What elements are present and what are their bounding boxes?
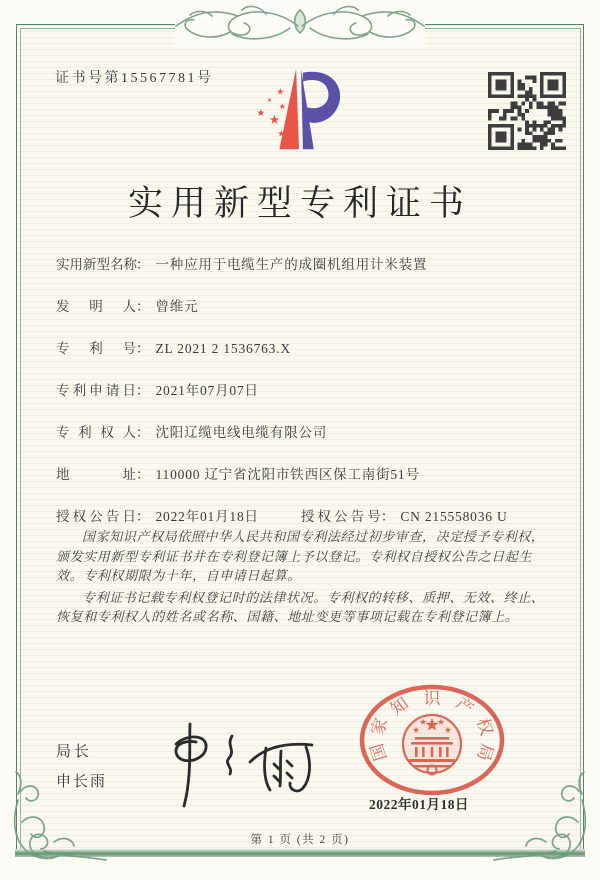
national-emblem <box>403 715 461 775</box>
director-title: 局长 <box>56 744 93 760</box>
field-row-patentee <box>56 424 561 441</box>
field-value: 沈阳辽缆电线电缆有限公司 <box>155 425 328 440</box>
field-label: 地址 <box>56 467 136 482</box>
svg-text:国: 国 <box>367 741 391 764</box>
svg-text:★: ★ <box>266 98 273 105</box>
legal-paragraph-2: 专利证书记载专利权登记时的法律状况。专利权的转移、质押、无效、终止、恢复和专利权人的姓名或名称、国籍、地址变更等事项记载在专利登记簿上。 <box>56 589 545 624</box>
director-name: 申长雨 <box>56 774 108 790</box>
legal-text <box>56 527 550 629</box>
svg-text:产: 产 <box>451 693 477 719</box>
field-row-filing-date <box>56 382 561 399</box>
field-label: 授权公告日 <box>56 509 136 524</box>
certificate-number: 证书号第15567781号 <box>55 71 214 86</box>
official-seal <box>352 682 512 804</box>
field-colon: ： <box>136 509 150 524</box>
logo-stars <box>256 87 286 139</box>
field-colon: ： <box>136 425 150 440</box>
svg-text:★: ★ <box>276 87 285 98</box>
svg-text:★: ★ <box>268 112 281 128</box>
field-row-patent-number <box>56 340 561 357</box>
handwritten-signature <box>146 718 328 810</box>
field-value: 2022年01月18日 <box>155 509 259 524</box>
svg-text:识: 识 <box>423 689 441 708</box>
field-value: ZL 2021 2 1536763.X <box>155 341 291 356</box>
field-value: 一种应用于电缆生产的成圈机组用计米装置 <box>155 257 428 272</box>
field-colon: ： <box>136 383 150 398</box>
svg-text:知: 知 <box>387 693 413 719</box>
field-label: 专利号 <box>56 341 136 356</box>
cnipa-logo-icon <box>246 62 354 162</box>
field-row-address <box>56 466 561 483</box>
svg-text:权: 权 <box>472 715 497 738</box>
field-label: 授权公告号 <box>300 509 381 524</box>
qr-code <box>488 72 566 150</box>
field-label: 专利申请日 <box>56 383 136 398</box>
top-flourish-ornament <box>175 2 425 48</box>
field-list <box>56 256 561 550</box>
top-flourish-icon <box>175 2 425 48</box>
field-row-inventor <box>56 298 561 315</box>
seal-date: 2022年01月18日 <box>369 797 469 812</box>
field-colon: ： <box>136 299 150 314</box>
field-value: CN 215558036 U <box>400 509 508 524</box>
field-value: 2021年07月07日 <box>155 383 259 398</box>
field-label: 专利权人 <box>56 425 136 440</box>
svg-text:★: ★ <box>277 129 286 140</box>
field-row-name <box>56 256 561 273</box>
field-row-grant <box>56 508 561 525</box>
field-value: 曾维元 <box>155 299 199 314</box>
grant-number-group <box>301 508 508 525</box>
field-label: 实用新型名称 <box>56 257 137 272</box>
field-colon: ： <box>136 341 150 356</box>
field-label: 发明人 <box>56 299 136 314</box>
svg-text:★: ★ <box>256 107 266 119</box>
svg-text:局: 局 <box>473 741 497 764</box>
director-block <box>56 740 107 791</box>
grant-date-group <box>56 508 259 525</box>
svg-text:家: 家 <box>367 715 392 738</box>
field-colon: ： <box>136 257 150 272</box>
legal-paragraph-1: 国家知识产权局依照中华人民共和国专利法经过初步审查，决定授予专利权，颁发实用新型专利证书并在专利登记簿上予以登记。专利权自授权公告之日起生效。专利权期限为十年，自申请日起算。 <box>56 529 545 583</box>
field-value: 110000 辽宁省沈阳市铁西区保工南街51号 <box>155 467 420 482</box>
field-colon: ： <box>380 509 395 524</box>
page-footer: 第 1 页 (共 2 页) <box>250 834 350 846</box>
field-colon: ： <box>136 467 150 482</box>
certificate-title: 实用新型专利证书 <box>127 184 472 223</box>
svg-text:★: ★ <box>278 102 286 112</box>
